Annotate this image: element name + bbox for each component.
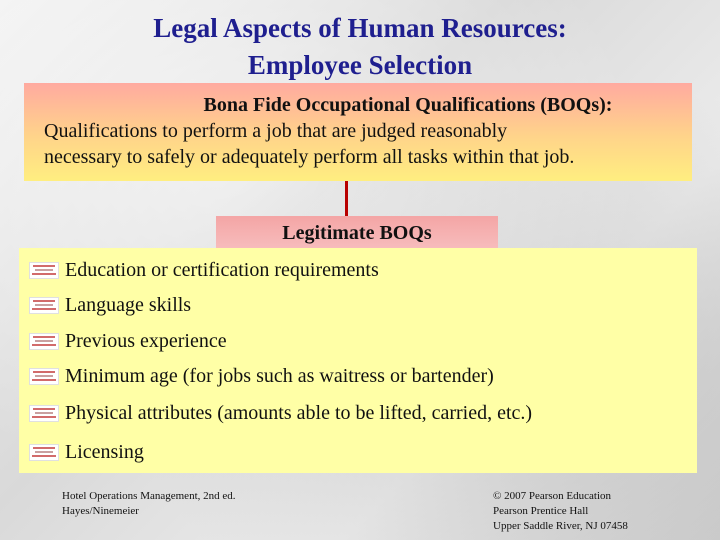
- footer-copyright-line-1: © 2007 Pearson Education: [493, 490, 612, 502]
- footer-book-title: Hotel Operations Management, 2nd ed.: [62, 490, 236, 502]
- slide-title-line-2: Employee Selection: [247, 50, 473, 80]
- bfoq-heading: Bona Fide Occupational Qualifications (BOQs):: [203, 94, 613, 116]
- bullet-image-icon: [29, 297, 59, 314]
- list-item-text: Minimum age (for jobs such as waitress or bartender): [65, 364, 494, 387]
- bullet-image-icon: [29, 333, 59, 350]
- bullet-image-icon: [29, 262, 59, 279]
- footer-book-info: [62, 489, 236, 519]
- list-item: [29, 361, 494, 391]
- bfoq-definition-box: [24, 83, 692, 181]
- footer-copyright: [493, 489, 628, 534]
- bullet-image-icon: [29, 368, 59, 385]
- connector-line: [345, 181, 348, 216]
- list-item-text: Previous experience: [65, 329, 227, 352]
- legitimate-boqs-list: [19, 248, 697, 473]
- footer-copyright-line-3: Upper Saddle River, NJ 07458: [493, 520, 628, 532]
- list-item: [29, 290, 191, 320]
- list-item: [29, 398, 532, 428]
- bullet-image-icon: [29, 444, 59, 461]
- slide-title: [0, 10, 720, 84]
- bfoq-definition-line-2: necessary to safely or adequately perform all tasks within that job.: [44, 146, 575, 168]
- legitimate-boqs-label: Legitimate BOQs: [216, 216, 498, 248]
- slide-title-line-1: Legal Aspects of Human Resources:: [153, 13, 567, 43]
- footer-copyright-line-2: Pearson Prentice Hall: [493, 505, 589, 517]
- bullet-image-icon: [29, 405, 59, 422]
- footer-authors: Hayes/Ninemeier: [62, 505, 139, 517]
- list-item: [29, 255, 379, 285]
- bfoq-definition-line-1: Qualifications to perform a job that are judged reasonably: [44, 120, 508, 142]
- list-item-text: Physical attributes (amounts able to be lifted, carried, etc.): [65, 401, 533, 424]
- list-item: [29, 437, 144, 467]
- list-item-text: Education or certification requirements: [65, 258, 379, 281]
- list-item-text: Language skills: [65, 293, 192, 316]
- list-item: [29, 326, 227, 356]
- list-item-text: Licensing: [65, 440, 144, 463]
